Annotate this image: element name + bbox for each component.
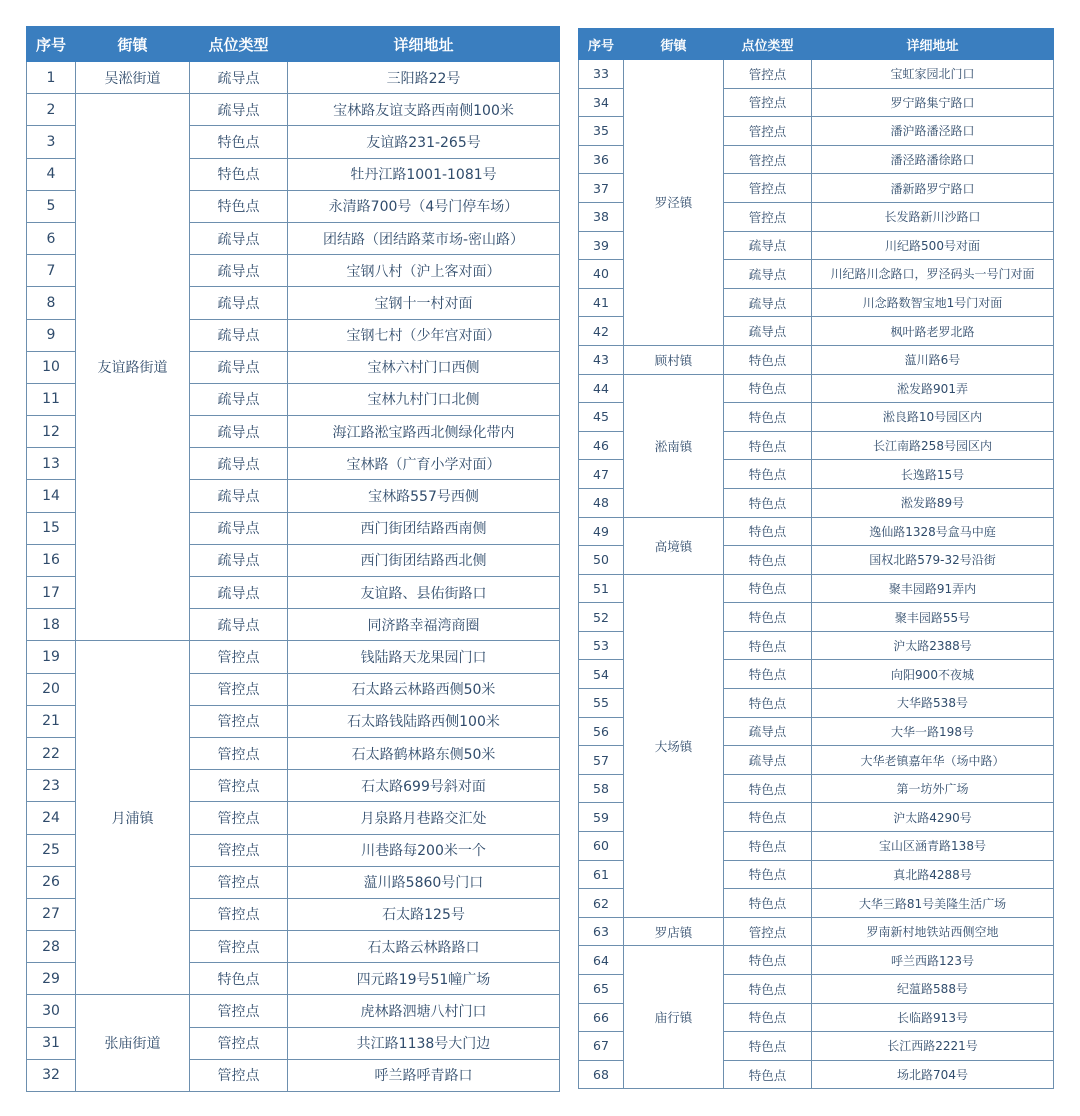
row-index-cell: 61 xyxy=(579,860,624,889)
point-type-cell: 特色点 xyxy=(724,574,812,603)
street-cell: 吴淞街道 xyxy=(76,62,190,94)
address-cell: 四元路19号51幢广场 xyxy=(288,963,560,995)
address-cell: 潘沪路潘泾路口 xyxy=(812,117,1054,146)
address-cell: 同济路幸福湾商圈 xyxy=(288,609,560,641)
table-row xyxy=(27,62,560,94)
point-type-cell: 特色点 xyxy=(724,1003,812,1032)
header-row xyxy=(27,27,560,62)
point-type-cell: 疏导点 xyxy=(190,287,288,319)
address-cell: 西门街团结路西南侧 xyxy=(288,512,560,544)
address-cell: 大华三路81号美隆生活广场 xyxy=(812,889,1054,918)
header-index: 序号 xyxy=(27,27,76,62)
address-cell: 长逸路15号 xyxy=(812,460,1054,489)
point-type-cell: 特色点 xyxy=(724,832,812,861)
address-cell: 逸仙路1328号盒马中庭 xyxy=(812,517,1054,546)
address-cell: 宝林路557号西侧 xyxy=(288,480,560,512)
row-index-cell: 48 xyxy=(579,488,624,517)
point-type-cell: 特色点 xyxy=(724,689,812,718)
address-cell: 宝虹家园北门口 xyxy=(812,60,1054,89)
row-index-cell: 28 xyxy=(27,931,76,963)
address-cell: 国权北路579-32号沿街 xyxy=(812,546,1054,575)
header-street: 街镇 xyxy=(76,27,190,62)
point-type-cell: 疏导点 xyxy=(190,512,288,544)
header-address: 详细地址 xyxy=(812,29,1054,60)
row-index-cell: 52 xyxy=(579,603,624,632)
point-type-cell: 特色点 xyxy=(190,963,288,995)
row-index-cell: 65 xyxy=(579,975,624,1004)
address-cell: 石太路鹤林路东侧50米 xyxy=(288,737,560,769)
point-type-cell: 管控点 xyxy=(190,770,288,802)
row-index-cell: 22 xyxy=(27,737,76,769)
address-cell: 第一坊外广场 xyxy=(812,774,1054,803)
street-cell: 张庙街道 xyxy=(76,995,190,1092)
point-type-cell: 管控点 xyxy=(190,737,288,769)
address-cell: 呼兰路呼青路口 xyxy=(288,1059,560,1091)
point-type-cell: 特色点 xyxy=(724,488,812,517)
row-index-cell: 10 xyxy=(27,351,76,383)
street-cell: 淞南镇 xyxy=(624,374,724,517)
row-index-cell: 30 xyxy=(27,995,76,1027)
point-type-cell: 疏导点 xyxy=(190,62,288,94)
point-type-cell: 管控点 xyxy=(724,145,812,174)
point-type-cell: 特色点 xyxy=(724,946,812,975)
row-index-cell: 33 xyxy=(579,60,624,89)
point-type-cell: 管控点 xyxy=(724,117,812,146)
row-index-cell: 11 xyxy=(27,383,76,415)
address-cell: 牡丹江路1001-1081号 xyxy=(288,158,560,190)
address-cell: 罗宁路集宁路口 xyxy=(812,88,1054,117)
address-cell: 淞良路10号园区内 xyxy=(812,403,1054,432)
row-index-cell: 46 xyxy=(579,431,624,460)
row-index-cell: 9 xyxy=(27,319,76,351)
address-cell: 纪蕰路588号 xyxy=(812,975,1054,1004)
street-cell: 高境镇 xyxy=(624,517,724,574)
point-type-cell: 特色点 xyxy=(724,460,812,489)
address-cell: 潘新路罗宁路口 xyxy=(812,174,1054,203)
row-index-cell: 60 xyxy=(579,832,624,861)
address-cell: 川纪路川念路口，罗泾码头一号门对面 xyxy=(812,260,1054,289)
address-cell: 宝林路友谊支路西南侧100米 xyxy=(288,94,560,126)
address-cell: 宝林路（广育小学对面） xyxy=(288,448,560,480)
street-cell: 罗泾镇 xyxy=(624,60,724,346)
row-index-cell: 55 xyxy=(579,689,624,718)
point-type-cell: 特色点 xyxy=(190,126,288,158)
address-cell: 宝钢十一村对面 xyxy=(288,287,560,319)
point-type-cell: 管控点 xyxy=(190,995,288,1027)
point-type-cell: 管控点 xyxy=(190,673,288,705)
point-type-cell: 疏导点 xyxy=(190,544,288,576)
row-index-cell: 3 xyxy=(27,126,76,158)
row-index-cell: 23 xyxy=(27,770,76,802)
row-index-cell: 20 xyxy=(27,673,76,705)
point-type-cell: 疏导点 xyxy=(190,255,288,287)
row-index-cell: 49 xyxy=(579,517,624,546)
row-index-cell: 24 xyxy=(27,802,76,834)
row-index-cell: 39 xyxy=(579,231,624,260)
row-index-cell: 37 xyxy=(579,174,624,203)
table-row xyxy=(27,641,560,673)
address-cell: 长江南路258号园区内 xyxy=(812,431,1054,460)
point-type-cell: 疏导点 xyxy=(724,260,812,289)
address-cell: 川念路数智宝地1号门对面 xyxy=(812,288,1054,317)
address-cell: 大华路538号 xyxy=(812,689,1054,718)
left-table xyxy=(26,26,560,1092)
address-cell: 三阳路22号 xyxy=(288,62,560,94)
point-type-cell: 管控点 xyxy=(724,60,812,89)
point-type-cell: 管控点 xyxy=(190,802,288,834)
point-type-cell: 特色点 xyxy=(190,190,288,222)
point-type-cell: 疏导点 xyxy=(724,746,812,775)
row-index-cell: 54 xyxy=(579,660,624,689)
point-type-cell: 管控点 xyxy=(724,202,812,231)
address-cell: 聚丰园路91弄内 xyxy=(812,574,1054,603)
point-type-cell: 管控点 xyxy=(724,88,812,117)
address-cell: 长江西路2221号 xyxy=(812,1032,1054,1061)
address-cell: 真北路4288号 xyxy=(812,860,1054,889)
address-cell: 虎林路泗塘八村门口 xyxy=(288,995,560,1027)
left-table-body xyxy=(27,62,560,1092)
address-cell: 石太路125号 xyxy=(288,898,560,930)
row-index-cell: 40 xyxy=(579,260,624,289)
point-type-cell: 管控点 xyxy=(190,1059,288,1091)
point-type-cell: 管控点 xyxy=(190,641,288,673)
address-cell: 场北路704号 xyxy=(812,1060,1054,1089)
point-type-cell: 疏导点 xyxy=(190,480,288,512)
row-index-cell: 56 xyxy=(579,717,624,746)
row-index-cell: 8 xyxy=(27,287,76,319)
address-cell: 宝钢八村（沪上客对面） xyxy=(288,255,560,287)
point-type-cell: 疏导点 xyxy=(190,319,288,351)
point-type-cell: 疏导点 xyxy=(724,288,812,317)
row-index-cell: 26 xyxy=(27,866,76,898)
point-type-cell: 特色点 xyxy=(724,517,812,546)
address-cell: 宝山区涵青路138号 xyxy=(812,832,1054,861)
table-row xyxy=(579,517,1054,546)
row-index-cell: 53 xyxy=(579,631,624,660)
address-cell: 石太路699号斜对面 xyxy=(288,770,560,802)
row-index-cell: 6 xyxy=(27,222,76,254)
row-index-cell: 47 xyxy=(579,460,624,489)
point-type-cell: 疏导点 xyxy=(190,383,288,415)
row-index-cell: 31 xyxy=(27,1027,76,1059)
address-cell: 月泉路月巷路交汇处 xyxy=(288,802,560,834)
street-cell: 罗店镇 xyxy=(624,917,724,946)
point-type-cell: 疏导点 xyxy=(190,448,288,480)
row-index-cell: 45 xyxy=(579,403,624,432)
row-index-cell: 21 xyxy=(27,705,76,737)
address-cell: 西门街团结路西北侧 xyxy=(288,544,560,576)
point-type-cell: 疏导点 xyxy=(190,577,288,609)
address-cell: 川纪路500号对面 xyxy=(812,231,1054,260)
address-cell: 长发路新川沙路口 xyxy=(812,202,1054,231)
point-type-cell: 特色点 xyxy=(724,345,812,374)
point-type-cell: 特色点 xyxy=(724,546,812,575)
point-type-cell: 疏导点 xyxy=(190,222,288,254)
address-cell: 团结路（团结路菜市场-密山路） xyxy=(288,222,560,254)
street-cell: 月浦镇 xyxy=(76,641,190,995)
point-type-cell: 特色点 xyxy=(724,860,812,889)
row-index-cell: 57 xyxy=(579,746,624,775)
point-type-cell: 特色点 xyxy=(724,889,812,918)
street-cell: 顾村镇 xyxy=(624,345,724,374)
row-index-cell: 19 xyxy=(27,641,76,673)
row-index-cell: 41 xyxy=(579,288,624,317)
point-type-cell: 管控点 xyxy=(190,931,288,963)
address-cell: 友谊路、县佑街路口 xyxy=(288,577,560,609)
point-type-cell: 特色点 xyxy=(724,803,812,832)
row-index-cell: 1 xyxy=(27,62,76,94)
row-index-cell: 14 xyxy=(27,480,76,512)
table-row xyxy=(579,60,1054,89)
point-type-cell: 管控点 xyxy=(190,834,288,866)
point-type-cell: 特色点 xyxy=(190,158,288,190)
address-cell: 钱陆路天龙果园门口 xyxy=(288,641,560,673)
point-type-cell: 疏导点 xyxy=(190,416,288,448)
row-index-cell: 17 xyxy=(27,577,76,609)
row-index-cell: 4 xyxy=(27,158,76,190)
address-cell: 石太路钱陆路西侧100米 xyxy=(288,705,560,737)
point-type-cell: 疏导点 xyxy=(724,231,812,260)
row-index-cell: 5 xyxy=(27,190,76,222)
address-cell: 石太路云林路路口 xyxy=(288,931,560,963)
row-index-cell: 16 xyxy=(27,544,76,576)
row-index-cell: 32 xyxy=(27,1059,76,1091)
table-row xyxy=(579,374,1054,403)
row-index-cell: 18 xyxy=(27,609,76,641)
address-cell: 石太路云林路西侧50米 xyxy=(288,673,560,705)
point-type-cell: 特色点 xyxy=(724,975,812,1004)
header-type: 点位类型 xyxy=(190,27,288,62)
point-type-cell: 疏导点 xyxy=(190,351,288,383)
point-type-cell: 管控点 xyxy=(190,1027,288,1059)
address-cell: 淞发路89号 xyxy=(812,488,1054,517)
address-cell: 川巷路每200米一个 xyxy=(288,834,560,866)
row-index-cell: 15 xyxy=(27,512,76,544)
row-index-cell: 44 xyxy=(579,374,624,403)
row-index-cell: 12 xyxy=(27,416,76,448)
header-type: 点位类型 xyxy=(724,29,812,60)
row-index-cell: 62 xyxy=(579,889,624,918)
row-index-cell: 25 xyxy=(27,834,76,866)
row-index-cell: 38 xyxy=(579,202,624,231)
address-cell: 蕰川路6号 xyxy=(812,345,1054,374)
row-index-cell: 34 xyxy=(579,88,624,117)
row-index-cell: 7 xyxy=(27,255,76,287)
address-cell: 呼兰西路123号 xyxy=(812,946,1054,975)
right-table-body xyxy=(579,60,1054,1089)
address-cell: 沪太路4290号 xyxy=(812,803,1054,832)
row-index-cell: 36 xyxy=(579,145,624,174)
point-type-cell: 特色点 xyxy=(724,403,812,432)
address-cell: 共江路1138号大门边 xyxy=(288,1027,560,1059)
row-index-cell: 13 xyxy=(27,448,76,480)
row-index-cell: 27 xyxy=(27,898,76,930)
point-type-cell: 特色点 xyxy=(724,631,812,660)
row-index-cell: 64 xyxy=(579,946,624,975)
row-index-cell: 66 xyxy=(579,1003,624,1032)
row-index-cell: 51 xyxy=(579,574,624,603)
header-row xyxy=(579,29,1054,60)
point-type-cell: 特色点 xyxy=(724,1032,812,1061)
address-cell: 聚丰园路55号 xyxy=(812,603,1054,632)
row-index-cell: 29 xyxy=(27,963,76,995)
row-index-cell: 35 xyxy=(579,117,624,146)
street-cell: 大场镇 xyxy=(624,574,724,917)
address-cell: 蕰川路5860号门口 xyxy=(288,866,560,898)
point-type-cell: 管控点 xyxy=(190,705,288,737)
point-type-cell: 特色点 xyxy=(724,374,812,403)
address-cell: 大华老镇嘉年华（场中路） xyxy=(812,746,1054,775)
street-cell: 友谊路街道 xyxy=(76,94,190,641)
row-index-cell: 43 xyxy=(579,345,624,374)
table-row xyxy=(579,917,1054,946)
address-cell: 长临路913号 xyxy=(812,1003,1054,1032)
header-street: 街镇 xyxy=(624,29,724,60)
table-row xyxy=(579,345,1054,374)
point-type-cell: 疏导点 xyxy=(190,609,288,641)
address-cell: 永清路700号（4号门停车场） xyxy=(288,190,560,222)
point-type-cell: 特色点 xyxy=(724,774,812,803)
point-type-cell: 管控点 xyxy=(724,174,812,203)
row-index-cell: 42 xyxy=(579,317,624,346)
address-cell: 海江路淞宝路西北侧绿化带内 xyxy=(288,416,560,448)
address-cell: 宝林六村门口西侧 xyxy=(288,351,560,383)
address-cell: 淞发路901弄 xyxy=(812,374,1054,403)
address-cell: 沪太路2388号 xyxy=(812,631,1054,660)
street-cell: 庙行镇 xyxy=(624,946,724,1089)
table-row xyxy=(579,946,1054,975)
point-type-cell: 特色点 xyxy=(724,603,812,632)
point-type-cell: 疏导点 xyxy=(724,317,812,346)
right-table xyxy=(578,28,1054,1089)
point-type-cell: 特色点 xyxy=(724,431,812,460)
row-index-cell: 67 xyxy=(579,1032,624,1061)
address-cell: 向阳900不夜城 xyxy=(812,660,1054,689)
table-row xyxy=(27,94,560,126)
table-row xyxy=(27,995,560,1027)
address-cell: 友谊路231-265号 xyxy=(288,126,560,158)
row-index-cell: 59 xyxy=(579,803,624,832)
address-cell: 枫叶路老罗北路 xyxy=(812,317,1054,346)
address-cell: 大华一路198号 xyxy=(812,717,1054,746)
row-index-cell: 68 xyxy=(579,1060,624,1089)
point-type-cell: 疏导点 xyxy=(190,94,288,126)
row-index-cell: 58 xyxy=(579,774,624,803)
address-cell: 潘泾路潘徐路口 xyxy=(812,145,1054,174)
header-address: 详细地址 xyxy=(288,27,560,62)
row-index-cell: 63 xyxy=(579,917,624,946)
point-type-cell: 管控点 xyxy=(724,917,812,946)
table-row xyxy=(579,574,1054,603)
address-cell: 罗南新村地铁站西侧空地 xyxy=(812,917,1054,946)
row-index-cell: 50 xyxy=(579,546,624,575)
point-type-cell: 特色点 xyxy=(724,660,812,689)
point-type-cell: 管控点 xyxy=(190,866,288,898)
point-type-cell: 管控点 xyxy=(190,898,288,930)
point-type-cell: 疏导点 xyxy=(724,717,812,746)
row-index-cell: 2 xyxy=(27,94,76,126)
point-type-cell: 特色点 xyxy=(724,1060,812,1089)
address-cell: 宝林九村门口北侧 xyxy=(288,383,560,415)
header-index: 序号 xyxy=(579,29,624,60)
address-cell: 宝钢七村（少年宫对面） xyxy=(288,319,560,351)
